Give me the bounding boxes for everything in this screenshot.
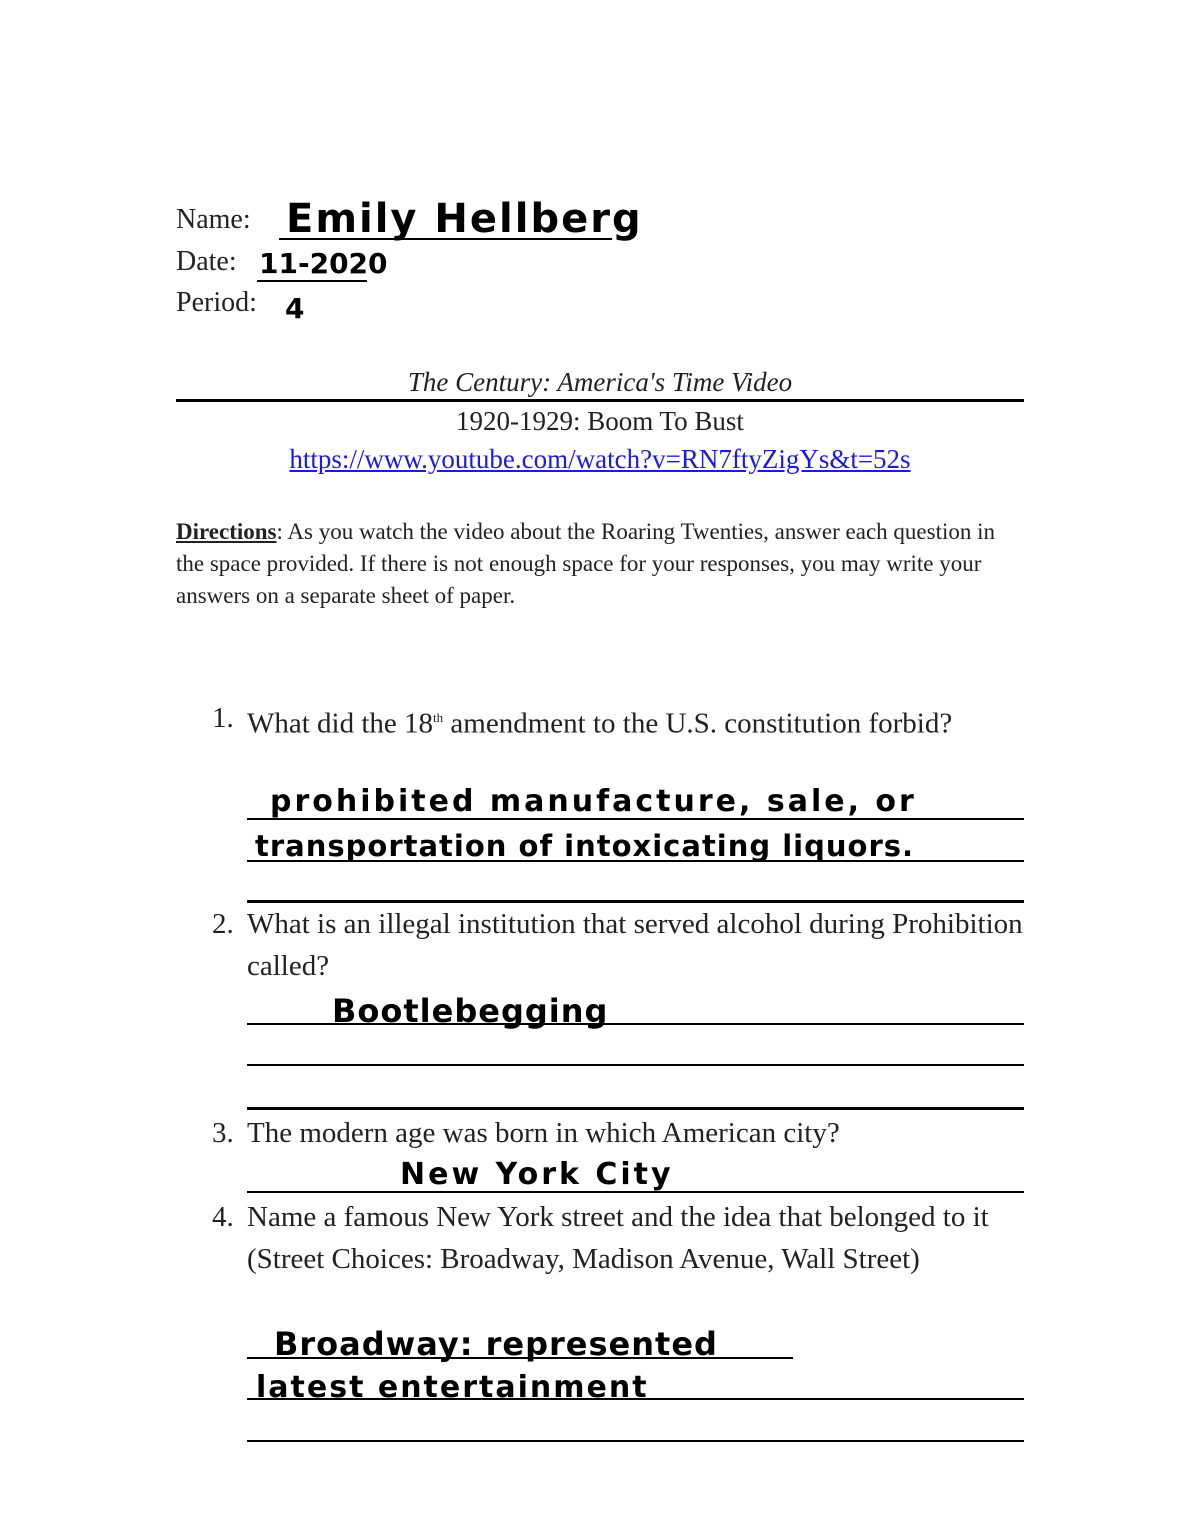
question-3-number: 3. [212,1117,234,1149]
question-4-answer-line-1: Broadway: represented [274,1325,718,1363]
name-value: Emily Hellberg [286,196,643,242]
date-value: 11-2020 [259,247,388,280]
question-4-number: 4. [212,1201,234,1233]
question-4-answer-line-2: latest entertainment [256,1370,649,1405]
video-subtitle: 1920-1929: Boom To Bust [456,406,744,436]
question-1-number: 1. [212,702,234,734]
period-label: Period: [176,287,257,318]
directions-text: : As you watch the video about the Roaring Twenties, answer each question in the space provided. If there is not enough space for your responses, you may write your answers on a separate sheet of paper. [176,519,995,608]
answer-line [247,860,1024,862]
header-rule [176,399,1024,402]
answer-line [247,1064,1024,1066]
directions [176,516,1006,612]
question-3-answer: New York City [400,1157,674,1192]
answer-line [247,818,1024,820]
answer-line [247,1398,1024,1400]
question-2-number: 2. [212,908,234,940]
answer-line [247,1023,1024,1025]
video-link-row [176,443,1024,475]
question-2-answer: Bootlebegging [332,992,609,1030]
name-label: Name: [176,204,251,235]
answer-line [247,1357,793,1359]
name-underline [279,238,612,240]
video-title: The Century: America's Time Video [407,367,793,397]
question-4-text: Name a famous New York street and the idea that belonged to it (Street Choices: Broadway, Madison Avenue, Wall Street) [247,1201,989,1275]
answer-line [247,1191,1024,1193]
directions-label: Directions [176,519,277,544]
period-value: 4 [285,292,305,325]
answer-line [247,1107,1024,1110]
question-1-text: What did the 18th amendment to the U.S. constitution forbid? [247,707,953,740]
date-label: Date: [176,246,237,277]
question-2-text: What is an illegal institution that served alcohol during Prohibition called? [247,908,1023,982]
video-link[interactable]: https://www.youtube.com/watch?v=RN7ftyZigYs&t=52s [289,444,911,474]
date-underline [257,280,367,282]
answer-line [247,1440,1024,1442]
question-3-text: The modern age was born in which American city? [247,1117,840,1149]
question-1-answer-line-2: transportation of intoxicating liquors. [255,829,915,863]
question-1-answer-line-1: prohibited manufacture, sale, or [270,784,917,819]
